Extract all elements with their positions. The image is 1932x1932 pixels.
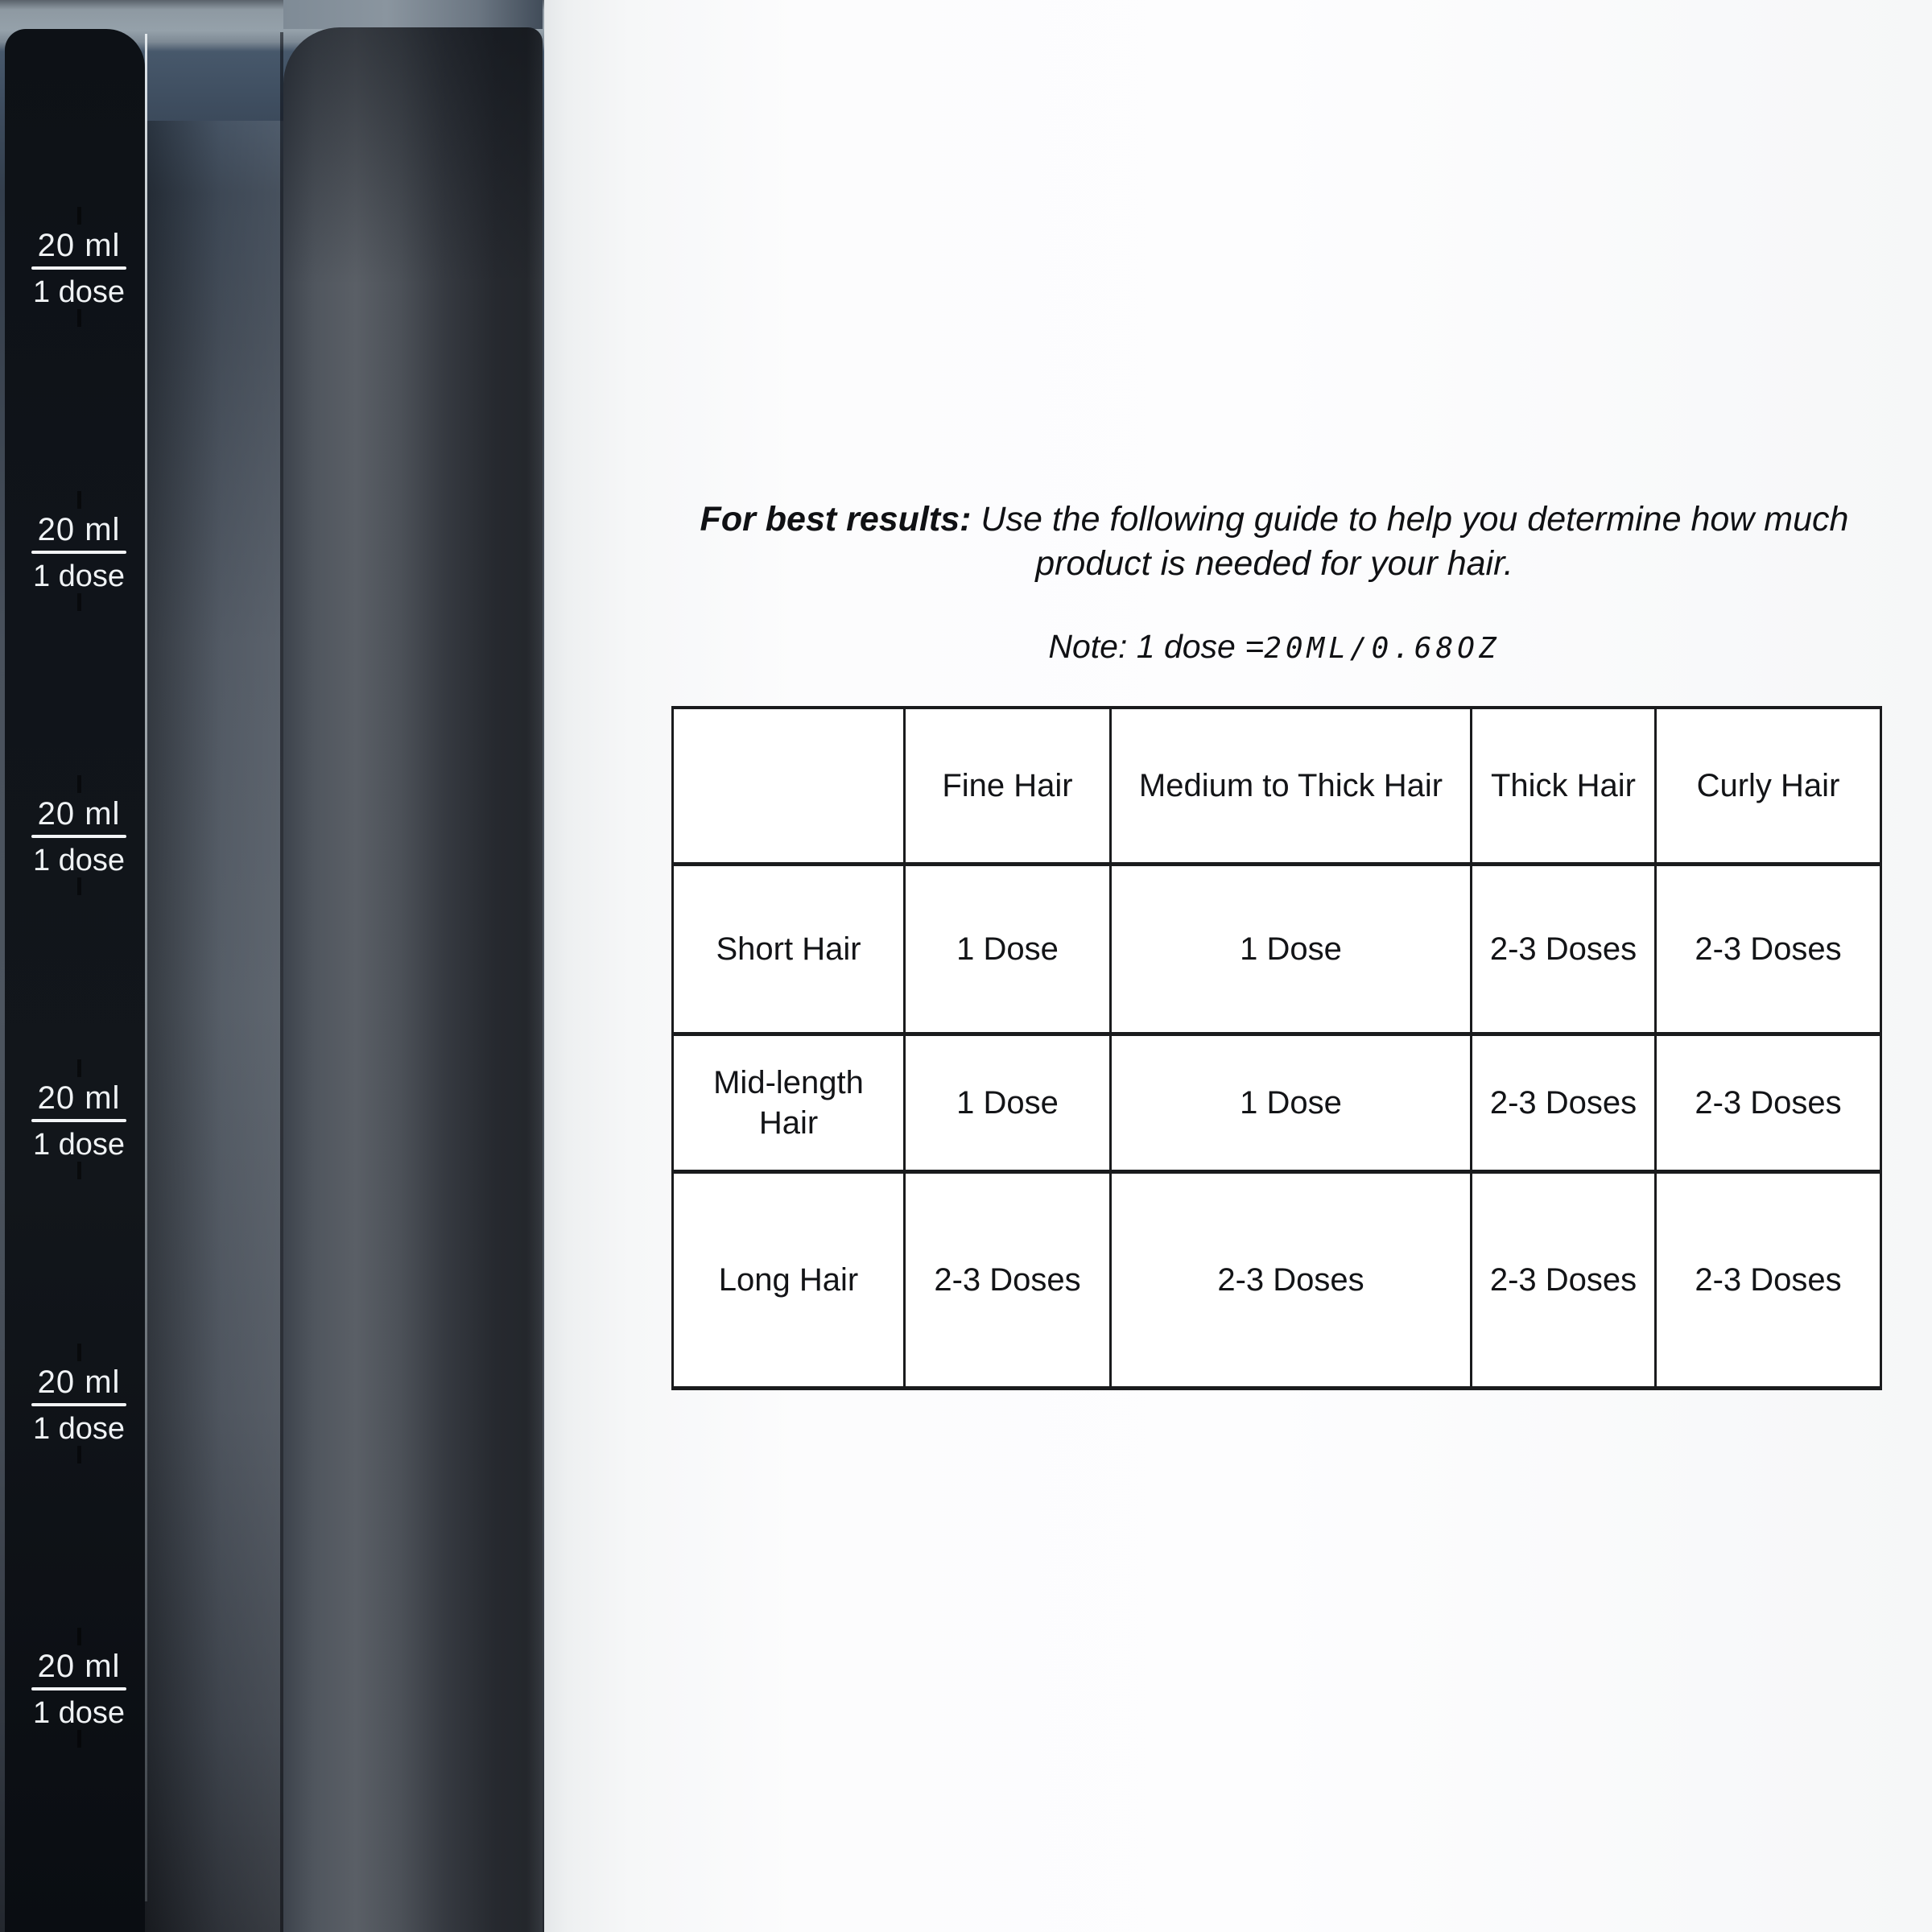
- bottle-shoulder: [283, 0, 543, 29]
- heading-bold-text: For best results:: [700, 500, 972, 539]
- table-cell: 2-3 Doses: [1112, 1174, 1472, 1386]
- row-header-short-hair: Short Hair: [674, 866, 906, 1036]
- bottle-photo: [0, 0, 564, 1932]
- dose-marking-6: [27, 1649, 130, 1730]
- scale-tick: [77, 1344, 81, 1361]
- fraction-line: [31, 1687, 126, 1690]
- dose-marking-2: [27, 512, 130, 593]
- scale-tick: [77, 877, 81, 895]
- scale-tick: [77, 491, 81, 509]
- scale-tick: [77, 207, 81, 225]
- column-header-curly-hair: Curly Hair: [1657, 709, 1880, 866]
- table-corner-cell: [674, 709, 906, 866]
- scale-tick: [77, 1628, 81, 1645]
- dose-volume: 20 ml: [37, 1649, 121, 1684]
- fraction-line: [31, 1403, 126, 1406]
- row-header-long-hair: Long Hair: [674, 1174, 906, 1386]
- dose-marking-3: [27, 796, 130, 877]
- dose-volume: 20 ml: [37, 228, 121, 263]
- fraction-line: [31, 551, 126, 554]
- bottle-front-face: [283, 27, 543, 1932]
- instructions-heading: [671, 497, 1877, 586]
- scale-tick: [77, 593, 81, 611]
- table-cell: 2-3 Doses: [1695, 1262, 1842, 1298]
- note-prefix: Note: 1 dose =: [1048, 628, 1265, 665]
- table-cell: 2-3 Doses: [1472, 1036, 1657, 1174]
- table-cell: 2-3 Doses: [906, 1174, 1112, 1386]
- scale-tick: [77, 1730, 81, 1748]
- dose-label: 1 dose: [32, 1696, 126, 1730]
- label-panel-edge-highlight: [145, 34, 147, 1901]
- dose-volume: 20 ml: [37, 1080, 121, 1116]
- table-cell: 1 Dose: [906, 1036, 1112, 1174]
- column-header-fine-hair: Fine Hair: [906, 709, 1112, 866]
- dose-volume: 20 ml: [37, 796, 121, 832]
- dose-label: 1 dose: [32, 1412, 126, 1446]
- dose-label: 1 dose: [32, 275, 126, 309]
- scale-tick: [77, 1446, 81, 1463]
- scale-tick: [77, 1059, 81, 1077]
- dose-marking-4: [27, 1080, 130, 1162]
- bottle-label-panel: [5, 29, 145, 1932]
- table-cell: 2-3 Doses: [1657, 1036, 1880, 1174]
- dose-volume: 20 ml: [37, 512, 121, 547]
- dose-label: 1 dose: [32, 559, 126, 593]
- dose-note: [671, 628, 1877, 666]
- fraction-line: [31, 835, 126, 838]
- scale-tick: [77, 309, 81, 327]
- table-cell: 1 Dose: [1112, 866, 1472, 1036]
- dose-volume: 20 ml: [37, 1364, 121, 1400]
- dose-marking-5: [27, 1364, 130, 1446]
- bottle-body-shading: [145, 121, 283, 1932]
- dose-marking-1: [27, 228, 130, 309]
- column-header-medium-to-thick-hair: Medium to Thick Hair: [1112, 709, 1472, 866]
- table-cell: 1 Dose: [906, 866, 1112, 1036]
- heading-line-2: product is needed for your hair.: [1035, 544, 1513, 583]
- dose-label: 1 dose: [32, 1128, 126, 1162]
- heading-line-1: [671, 497, 1877, 542]
- scale-tick: [77, 775, 81, 793]
- fraction-line: [31, 266, 126, 270]
- scale-tick: [77, 1162, 81, 1179]
- heading-regular-text: Use the following guide to help you determine how much: [971, 500, 1849, 539]
- fraction-line: [31, 1119, 126, 1122]
- table-cell: 2-3 Doses: [1657, 866, 1880, 1036]
- column-header-thick-hair: Thick Hair: [1472, 709, 1657, 866]
- row-header-mid-length-hair: Mid-length Hair: [674, 1036, 906, 1174]
- note-value: 20ML/0.68OZ: [1264, 632, 1501, 665]
- table-cell: 2-3 Doses: [1472, 1174, 1657, 1386]
- dose-label: 1 dose: [32, 844, 126, 877]
- dosage-table: [671, 706, 1882, 1390]
- table-cell: 2-3 Doses: [1472, 866, 1657, 1036]
- table-cell: 1 Dose: [1112, 1036, 1472, 1174]
